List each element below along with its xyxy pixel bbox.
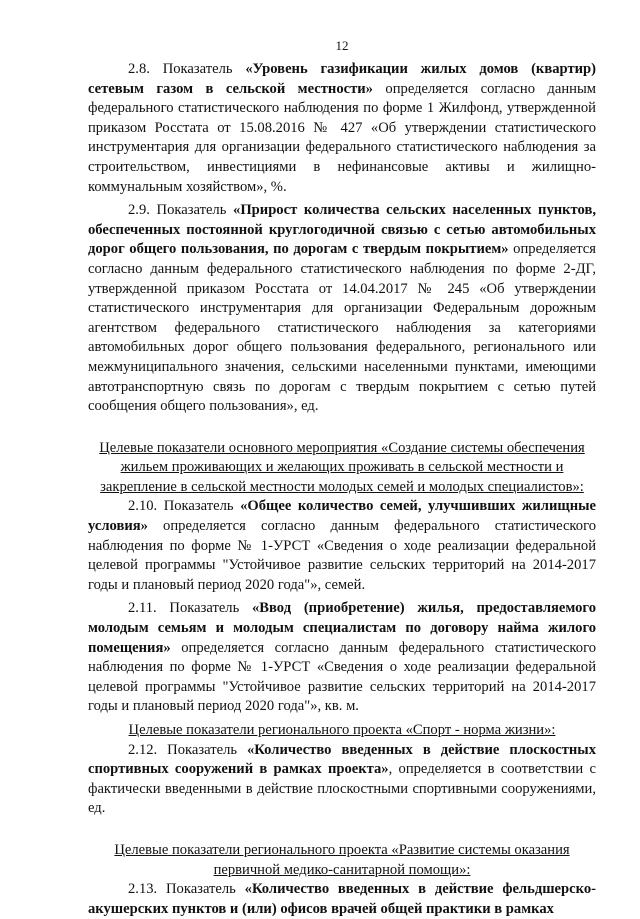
indicator-title: «Ввод (приобретение) жилья, предоставляемого молодым семьям и молодым специалистам по договору найма жилого помещения» xyxy=(88,600,596,656)
paragraph-2-13 xyxy=(88,880,596,919)
paragraph-lead: Показатель xyxy=(156,202,234,219)
section-heading-housing: Целевые показатели основного мероприятия «Создание системы обеспечения жильем проживающих и желающих проживать в сельской местности и закрепление в сельской местности молодых семей и молодых специалистов»: xyxy=(99,439,585,495)
paragraph-2-9 xyxy=(88,201,596,417)
paragraph-body: , определяется в соответствии с фактически введенными в действие плоскостными спортивными сооружениями, ед. xyxy=(88,761,596,817)
paragraph-2-11 xyxy=(88,599,596,717)
section-heading-sport: Целевые показатели регионального проекта «Спорт - норма жизни»: xyxy=(128,722,556,738)
page-number: 12 xyxy=(335,38,349,53)
indicator-title: «Количество введенных в действие плоскостных спортивных сооружений в рамках проекта» xyxy=(88,741,596,778)
indicator-title: «Уровень газификации жилых домов (квартир) сетевым газом в сельской местности» xyxy=(88,61,596,97)
paragraph-lead: Показатель xyxy=(163,498,241,515)
indicator-title: «Прирост количества сельских населенных пунктов, обеспеченных постоянной круглогодичной связью с сетью автомобильных дорог общего пользования, по дорогам с твердым покрытием» xyxy=(88,202,596,258)
paragraph-lead: Показатель xyxy=(166,881,245,898)
paragraph-number: 2.10. xyxy=(128,498,158,515)
paragraph-2-10 xyxy=(88,497,596,595)
indicator-title: «Количество введенных в действие фельдшерско-акушерских пунктов и (или) офисов врачей общей практики в рамках xyxy=(88,881,596,917)
paragraph-number: 2.8. xyxy=(128,61,150,77)
section-heading-healthcare: Целевые показатели регионального проекта «Развитие системы оказания первичной медико-санитарной помощи»: xyxy=(114,841,570,878)
paragraph-lead: Показатель xyxy=(167,741,247,758)
paragraph-number: 2.11. xyxy=(128,600,157,617)
paragraph-body: определяется согласно данным федерального статистического наблюдения по форме № 1-УРСТ «Сведения о ходе реализации федеральной целевой программы "Устойчивое развитие сельских территорий на 2014-2017 годы и плановый период 2020 года"», семей. xyxy=(88,518,596,593)
paragraph-lead: Показатель xyxy=(169,600,252,617)
paragraph-body: определяется согласно данным федерального статистического наблюдения по форме 2-ДГ, утвержденной приказом Росстата от 14.04.2017 № 245 «Об утверждении статистического инструментария для организации Федеральным дорожным агентством федерального статистического наблюдения за категориями автомобильных дорог общего пользования федерального, регионального или межмуниципального значения, сельскими населенными пунктами, имеющими автотранспортную связь по дорогам с твердым покрытием с сетью путей сообщения общего пользования», ед. xyxy=(88,241,596,415)
paragraph-number: 2.9. xyxy=(128,202,150,219)
document-page xyxy=(88,0,596,919)
paragraph-body: определяется согласно данным федерального статистического наблюдения по форме № 1-УРСТ «Сведения о ходе реализации федеральной целевой программы "Устойчивое развитие сельских территорий на 2014-2017 годы и плановый период 2020 года"», кв. м. xyxy=(88,639,596,715)
indicator-title: «Общее количество семей, улучшивших жилищные условия» xyxy=(88,498,597,535)
paragraph-2-12 xyxy=(88,741,596,819)
paragraph-number: 2.12. xyxy=(128,741,158,758)
paragraph-body: определяется согласно данным федерального статистического наблюдения по форме 1 Жилфонд, утвержденной приказом Росстата от 15.08.2016 № 427 «Об утверждении статистического инструментария для организации федерального статистического наблюдения за строительством, инвестициями в нефинансовые активы и жилищно-коммунальным хозяйством», %. xyxy=(88,80,596,195)
paragraph-number: 2.13. xyxy=(128,881,158,898)
paragraph-2-8 xyxy=(88,60,596,197)
paragraph-lead: Показатель xyxy=(162,61,246,77)
